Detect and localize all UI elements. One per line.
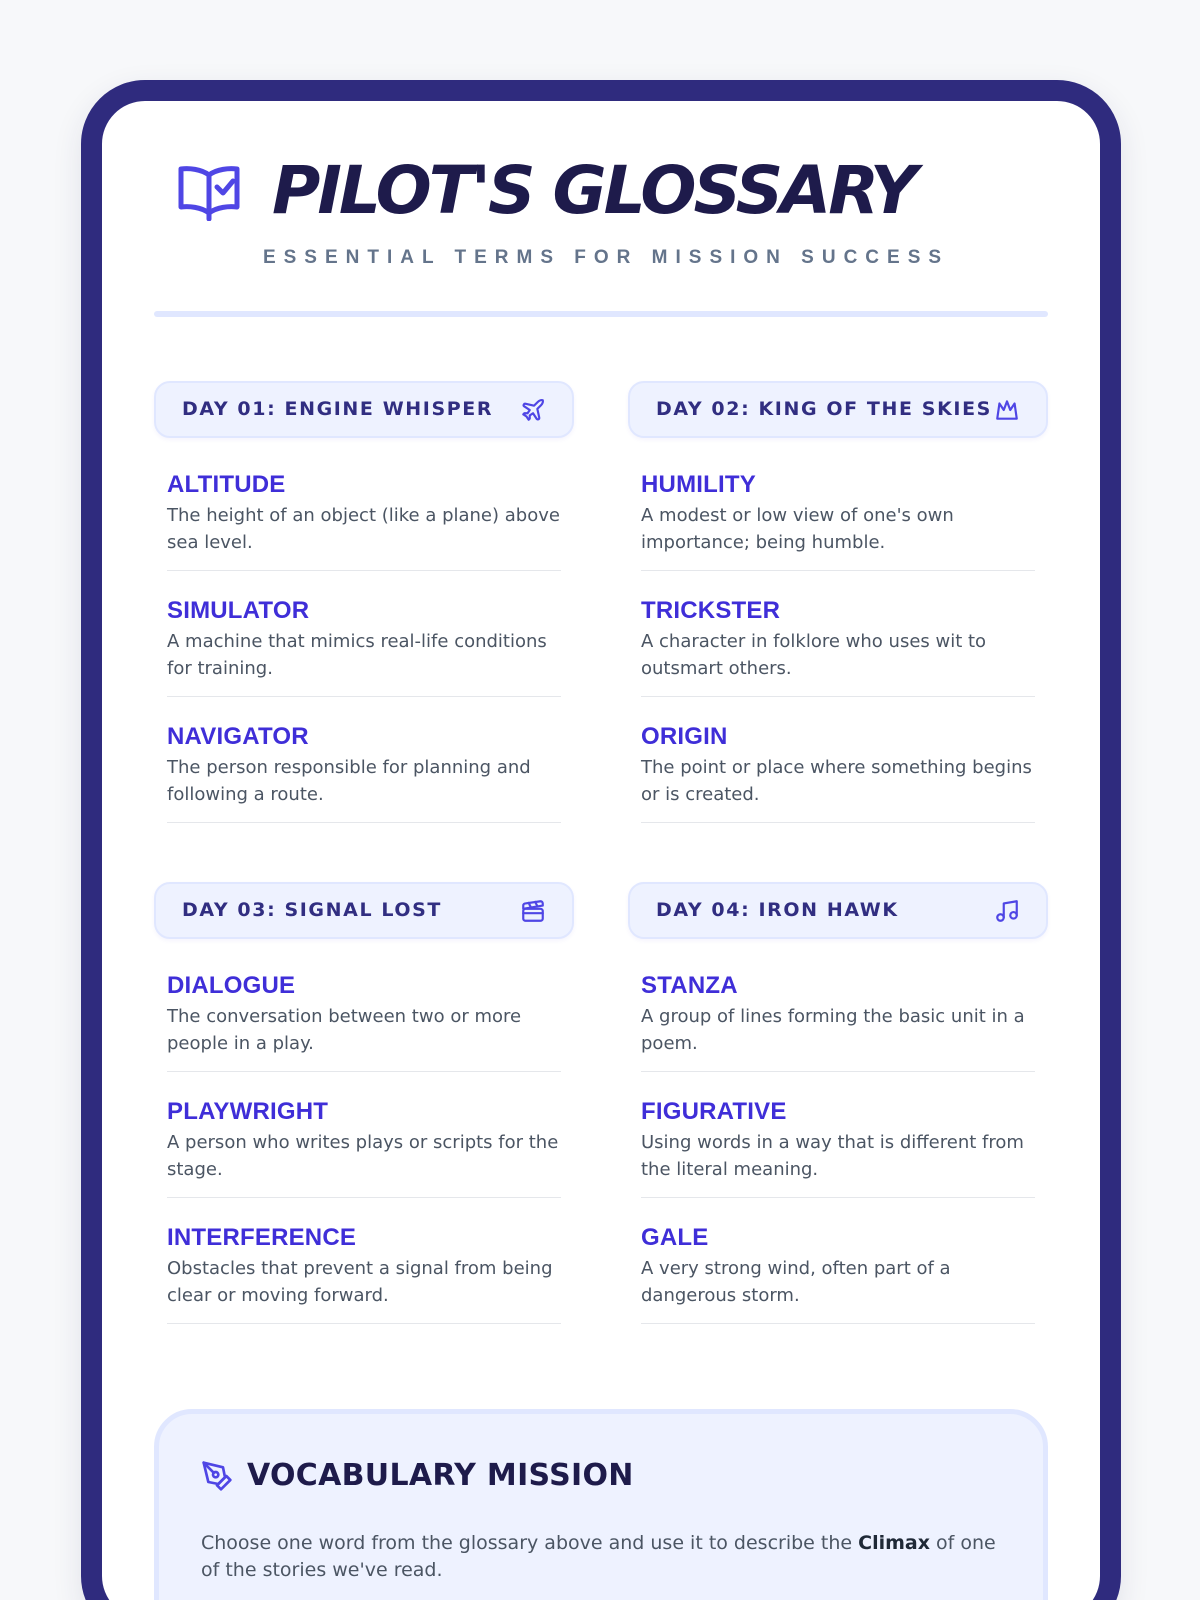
term-word: ALTITUDE — [167, 471, 286, 498]
music-note-icon — [994, 898, 1020, 924]
term-definition: Using words in a way that is different from the literal meaning. — [641, 1132, 1024, 1180]
mission-text-highlight: Climax — [858, 1532, 930, 1554]
term-definition: A group of lines forming the basic unit in a poem. — [641, 1006, 1025, 1054]
mission-text-after: of one of the stories we've read. — [201, 1532, 996, 1581]
day-section-01 — [154, 381, 574, 823]
term-word: STANZA — [641, 972, 738, 999]
header — [102, 152, 1100, 239]
page-subtitle: ESSENTIAL TERMS FOR MISSION SUCCESS — [262, 247, 950, 268]
term-definition: The conversation between two or more people in a play. — [167, 1006, 522, 1054]
term-definition: A person who writes plays or scripts for the stage. — [167, 1132, 559, 1180]
plane-icon — [520, 397, 546, 423]
term-definition: A modest or low view of one's own importance; being humble. — [641, 505, 954, 553]
glossary-term — [167, 1097, 561, 1198]
glossary-term — [167, 596, 561, 697]
glossary-term — [167, 722, 561, 823]
day-section-02 — [628, 381, 1048, 823]
term-word: NAVIGATOR — [167, 723, 309, 750]
day-header — [628, 381, 1048, 438]
mission-text-before: Choose one word from the glossary above and use it to describe the — [201, 1532, 859, 1554]
vocabulary-mission-panel — [154, 1409, 1048, 1600]
term-word: INTERFERENCE — [167, 1224, 357, 1251]
day-title: DAY 04: IRON HAWK — [656, 899, 899, 921]
day-header — [154, 381, 574, 438]
term-word: SIMULATOR — [167, 597, 310, 624]
mission-title: VOCABULARY MISSION — [247, 1458, 634, 1493]
glossary-term — [641, 596, 1035, 697]
glossary-term — [167, 470, 561, 571]
day-header — [154, 882, 574, 939]
glossary-term — [641, 971, 1035, 1072]
term-definition: The height of an object (like a plane) above sea level. — [167, 505, 560, 553]
pen-tool-icon — [201, 1460, 233, 1492]
term-word: GALE — [641, 1224, 709, 1251]
glossary-card — [81, 80, 1121, 1600]
term-definition: A machine that mimics real-life conditions for training. — [167, 631, 547, 679]
term-definition: Obstacles that prevent a signal from being clear or moving forward. — [167, 1258, 553, 1306]
term-word: HUMILITY — [641, 471, 756, 498]
day-section-03 — [154, 882, 574, 1324]
clapperboard-icon — [520, 898, 546, 924]
term-word: FIGURATIVE — [641, 1098, 787, 1125]
term-definition: The point or place where something begins or is created. — [641, 757, 1032, 805]
term-definition: A very strong wind, often part of a dangerous storm. — [641, 1258, 951, 1306]
glossary-term — [641, 1097, 1035, 1198]
term-word: ORIGIN — [641, 723, 728, 750]
glossary-term — [167, 1223, 561, 1324]
term-word: TRICKSTER — [641, 597, 781, 624]
page-title: PILOT'S GLOSSARY — [272, 152, 915, 229]
book-check-icon — [177, 161, 241, 221]
term-word: PLAYWRIGHT — [167, 1098, 329, 1125]
glossary-term — [641, 470, 1035, 571]
day-header — [628, 882, 1048, 939]
term-word: DIALOGUE — [167, 972, 296, 999]
crown-icon — [994, 397, 1020, 423]
day-title: DAY 02: KING OF THE SKIES — [656, 398, 992, 420]
glossary-term — [167, 971, 561, 1072]
mission-text — [201, 1530, 1011, 1584]
glossary-term — [641, 722, 1035, 823]
glossary-term — [641, 1223, 1035, 1324]
day-title: DAY 01: ENGINE WHISPER — [182, 398, 494, 420]
term-definition: A character in folklore who uses wit to outsmart others. — [641, 631, 987, 679]
day-title: DAY 03: SIGNAL LOST — [182, 899, 442, 921]
day-section-04 — [628, 882, 1048, 1324]
term-definition: The person responsible for planning and following a route. — [167, 757, 531, 805]
header-divider — [154, 311, 1048, 317]
